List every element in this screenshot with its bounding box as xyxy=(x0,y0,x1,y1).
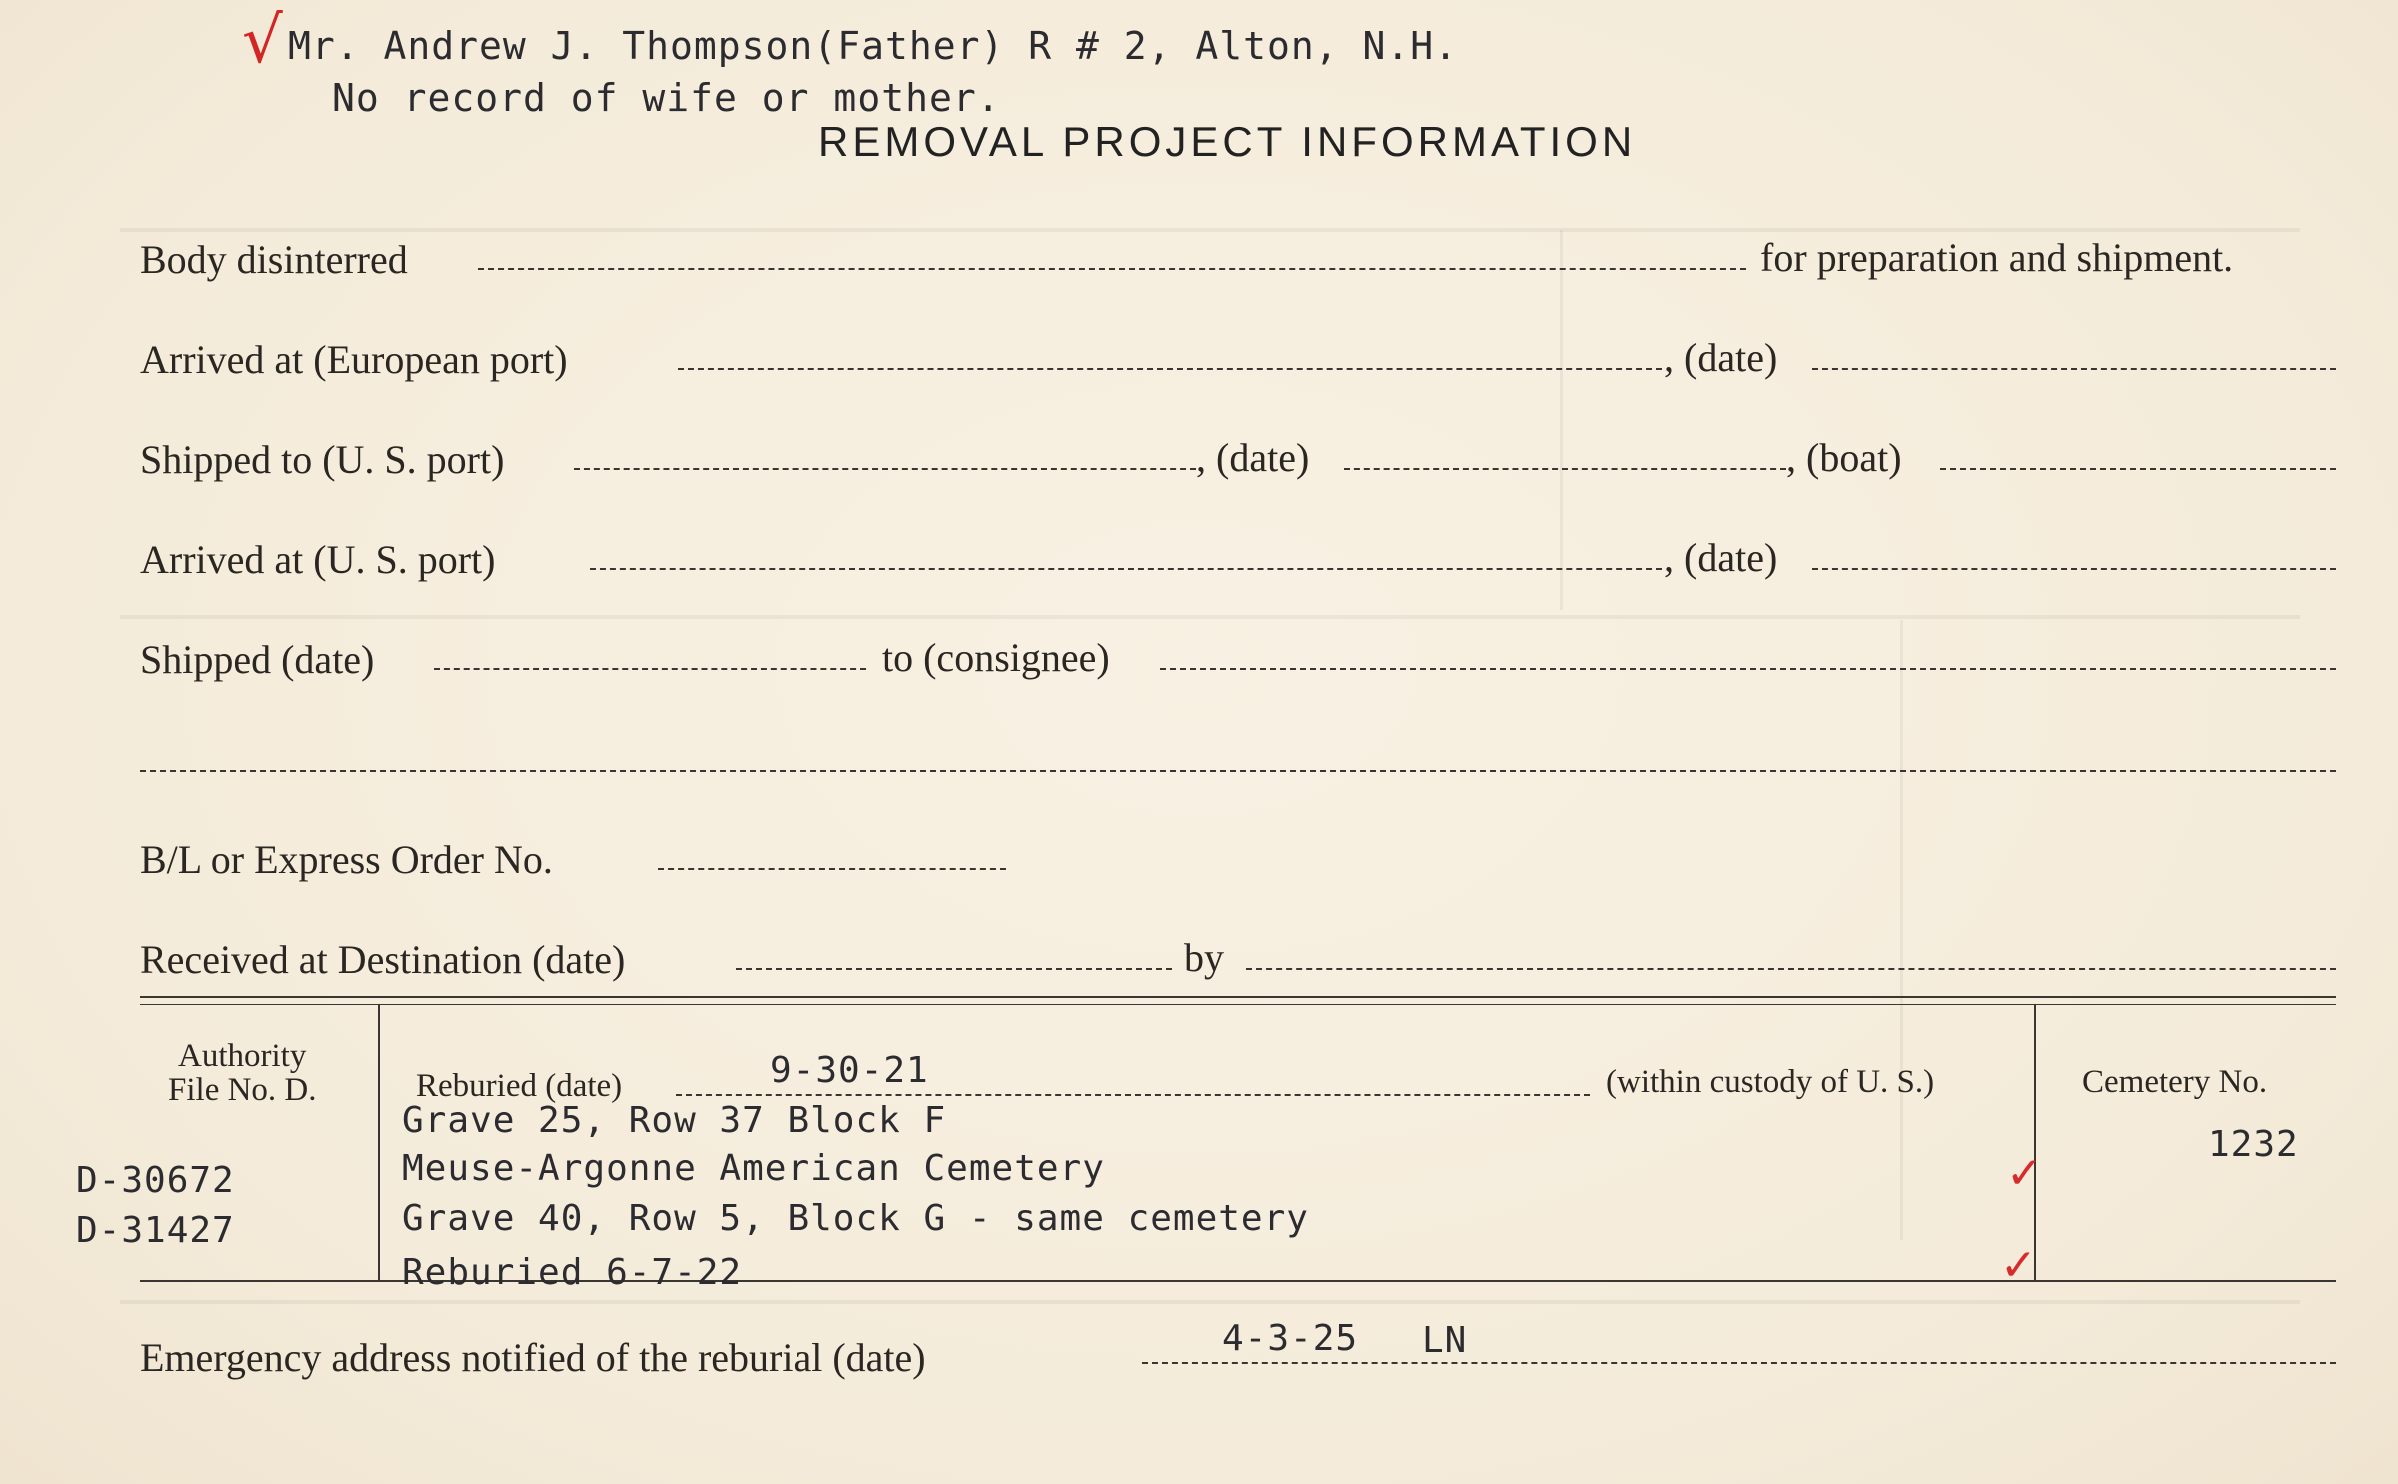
cemetery-divider xyxy=(2034,1004,2036,1280)
cemetery-no-value: 1232 xyxy=(2208,1124,2299,1165)
bl-order-field[interactable] xyxy=(658,868,1006,870)
reburial-line: Meuse-Argonne American Cemetery xyxy=(402,1148,1105,1189)
shipment-suffix-label: for preparation and shipment. xyxy=(1760,235,2234,280)
arrived-us-port-field[interactable] xyxy=(590,568,1662,570)
arrived-us-date-label: , (date) xyxy=(1664,535,1778,580)
shipped-date-field[interactable] xyxy=(434,668,866,670)
arrived-us-label: Arrived at (U. S. port) xyxy=(140,537,496,582)
emergency-date-field[interactable] xyxy=(1142,1362,2336,1364)
reburied-date-label: Reburied (date) xyxy=(416,1068,623,1104)
shipped-date-label: Shipped (date) xyxy=(140,637,375,682)
bleed-through-line xyxy=(120,228,2300,232)
received-by-field[interactable] xyxy=(1246,968,2336,970)
reburial-line: Grave 40, Row 5, Block G - same cemetery xyxy=(402,1198,1309,1239)
shipped-us-boat-label: , (boat) xyxy=(1786,435,1902,480)
body-disinterred-label: Body disinterred xyxy=(140,237,408,282)
shipped-us-date-label: , (date) xyxy=(1196,435,1310,480)
consignee-field[interactable] xyxy=(1160,668,2336,670)
red-tick-mark: ✓ xyxy=(2006,1148,2043,1199)
form-title: REMOVAL PROJECT INFORMATION xyxy=(818,118,1637,165)
box-top-rule xyxy=(140,996,2336,998)
red-tick-mark: ✓ xyxy=(2000,1240,2037,1291)
custody-label: (within custody of U. S.) xyxy=(1606,1064,1935,1100)
shipped-us-boat-field[interactable] xyxy=(1940,468,2336,470)
consignee-continuation-field[interactable] xyxy=(140,770,2336,772)
box-top-rule-thin xyxy=(140,1004,2336,1005)
authority-divider xyxy=(378,1004,380,1280)
reburied-date-field[interactable] xyxy=(676,1094,1590,1096)
reburial-line: Reburied 6-7-22 xyxy=(402,1252,743,1293)
file-no-label: File No. D. xyxy=(168,1072,317,1108)
file-number: D-31427 xyxy=(76,1210,235,1251)
consignee-label: to (consignee) xyxy=(882,635,1110,680)
addressee-note: No record of wife or mother. xyxy=(332,76,1001,120)
bleed-through-line xyxy=(120,1300,2300,1304)
emergency-date-value: 4-3-25 xyxy=(1222,1318,1359,1359)
arrived-european-field[interactable] xyxy=(678,368,1662,370)
shipped-us-label: Shipped to (U. S. port) xyxy=(140,437,505,482)
authority-label: Authority xyxy=(178,1038,307,1074)
shipped-us-port-field[interactable] xyxy=(574,468,1196,470)
body-disinterred-field[interactable] xyxy=(478,268,1746,270)
received-by-label: by xyxy=(1184,935,1224,980)
file-number: D-30672 xyxy=(76,1160,235,1201)
reburial-line: Grave 25, Row 37 Block F xyxy=(402,1100,947,1141)
received-date-field[interactable] xyxy=(736,968,1172,970)
bleed-through-line xyxy=(120,615,2300,619)
reburied-date-value: 9-30-21 xyxy=(770,1050,929,1091)
addressee-line: Mr. Andrew J. Thompson(Father) R # 2, Alton, N.H. xyxy=(288,24,1459,68)
cemetery-no-label: Cemetery No. xyxy=(2082,1064,2268,1100)
arrived-european-date-field[interactable] xyxy=(1812,368,2336,370)
arrived-european-date-label: , (date) xyxy=(1664,335,1778,380)
bleed-through-line xyxy=(1560,230,1563,610)
shipped-us-date-field[interactable] xyxy=(1344,468,1786,470)
emergency-label: Emergency address notified of the reburial (date) xyxy=(140,1335,926,1380)
arrived-us-date-field[interactable] xyxy=(1812,568,2336,570)
emergency-initials: LN xyxy=(1422,1320,1468,1361)
bl-order-label: B/L or Express Order No. xyxy=(140,837,553,882)
bleed-through-line xyxy=(1900,620,1903,1240)
red-check-mark: √ xyxy=(242,4,283,78)
received-label: Received at Destination (date) xyxy=(140,937,626,982)
arrived-european-label: Arrived at (European port) xyxy=(140,337,568,382)
